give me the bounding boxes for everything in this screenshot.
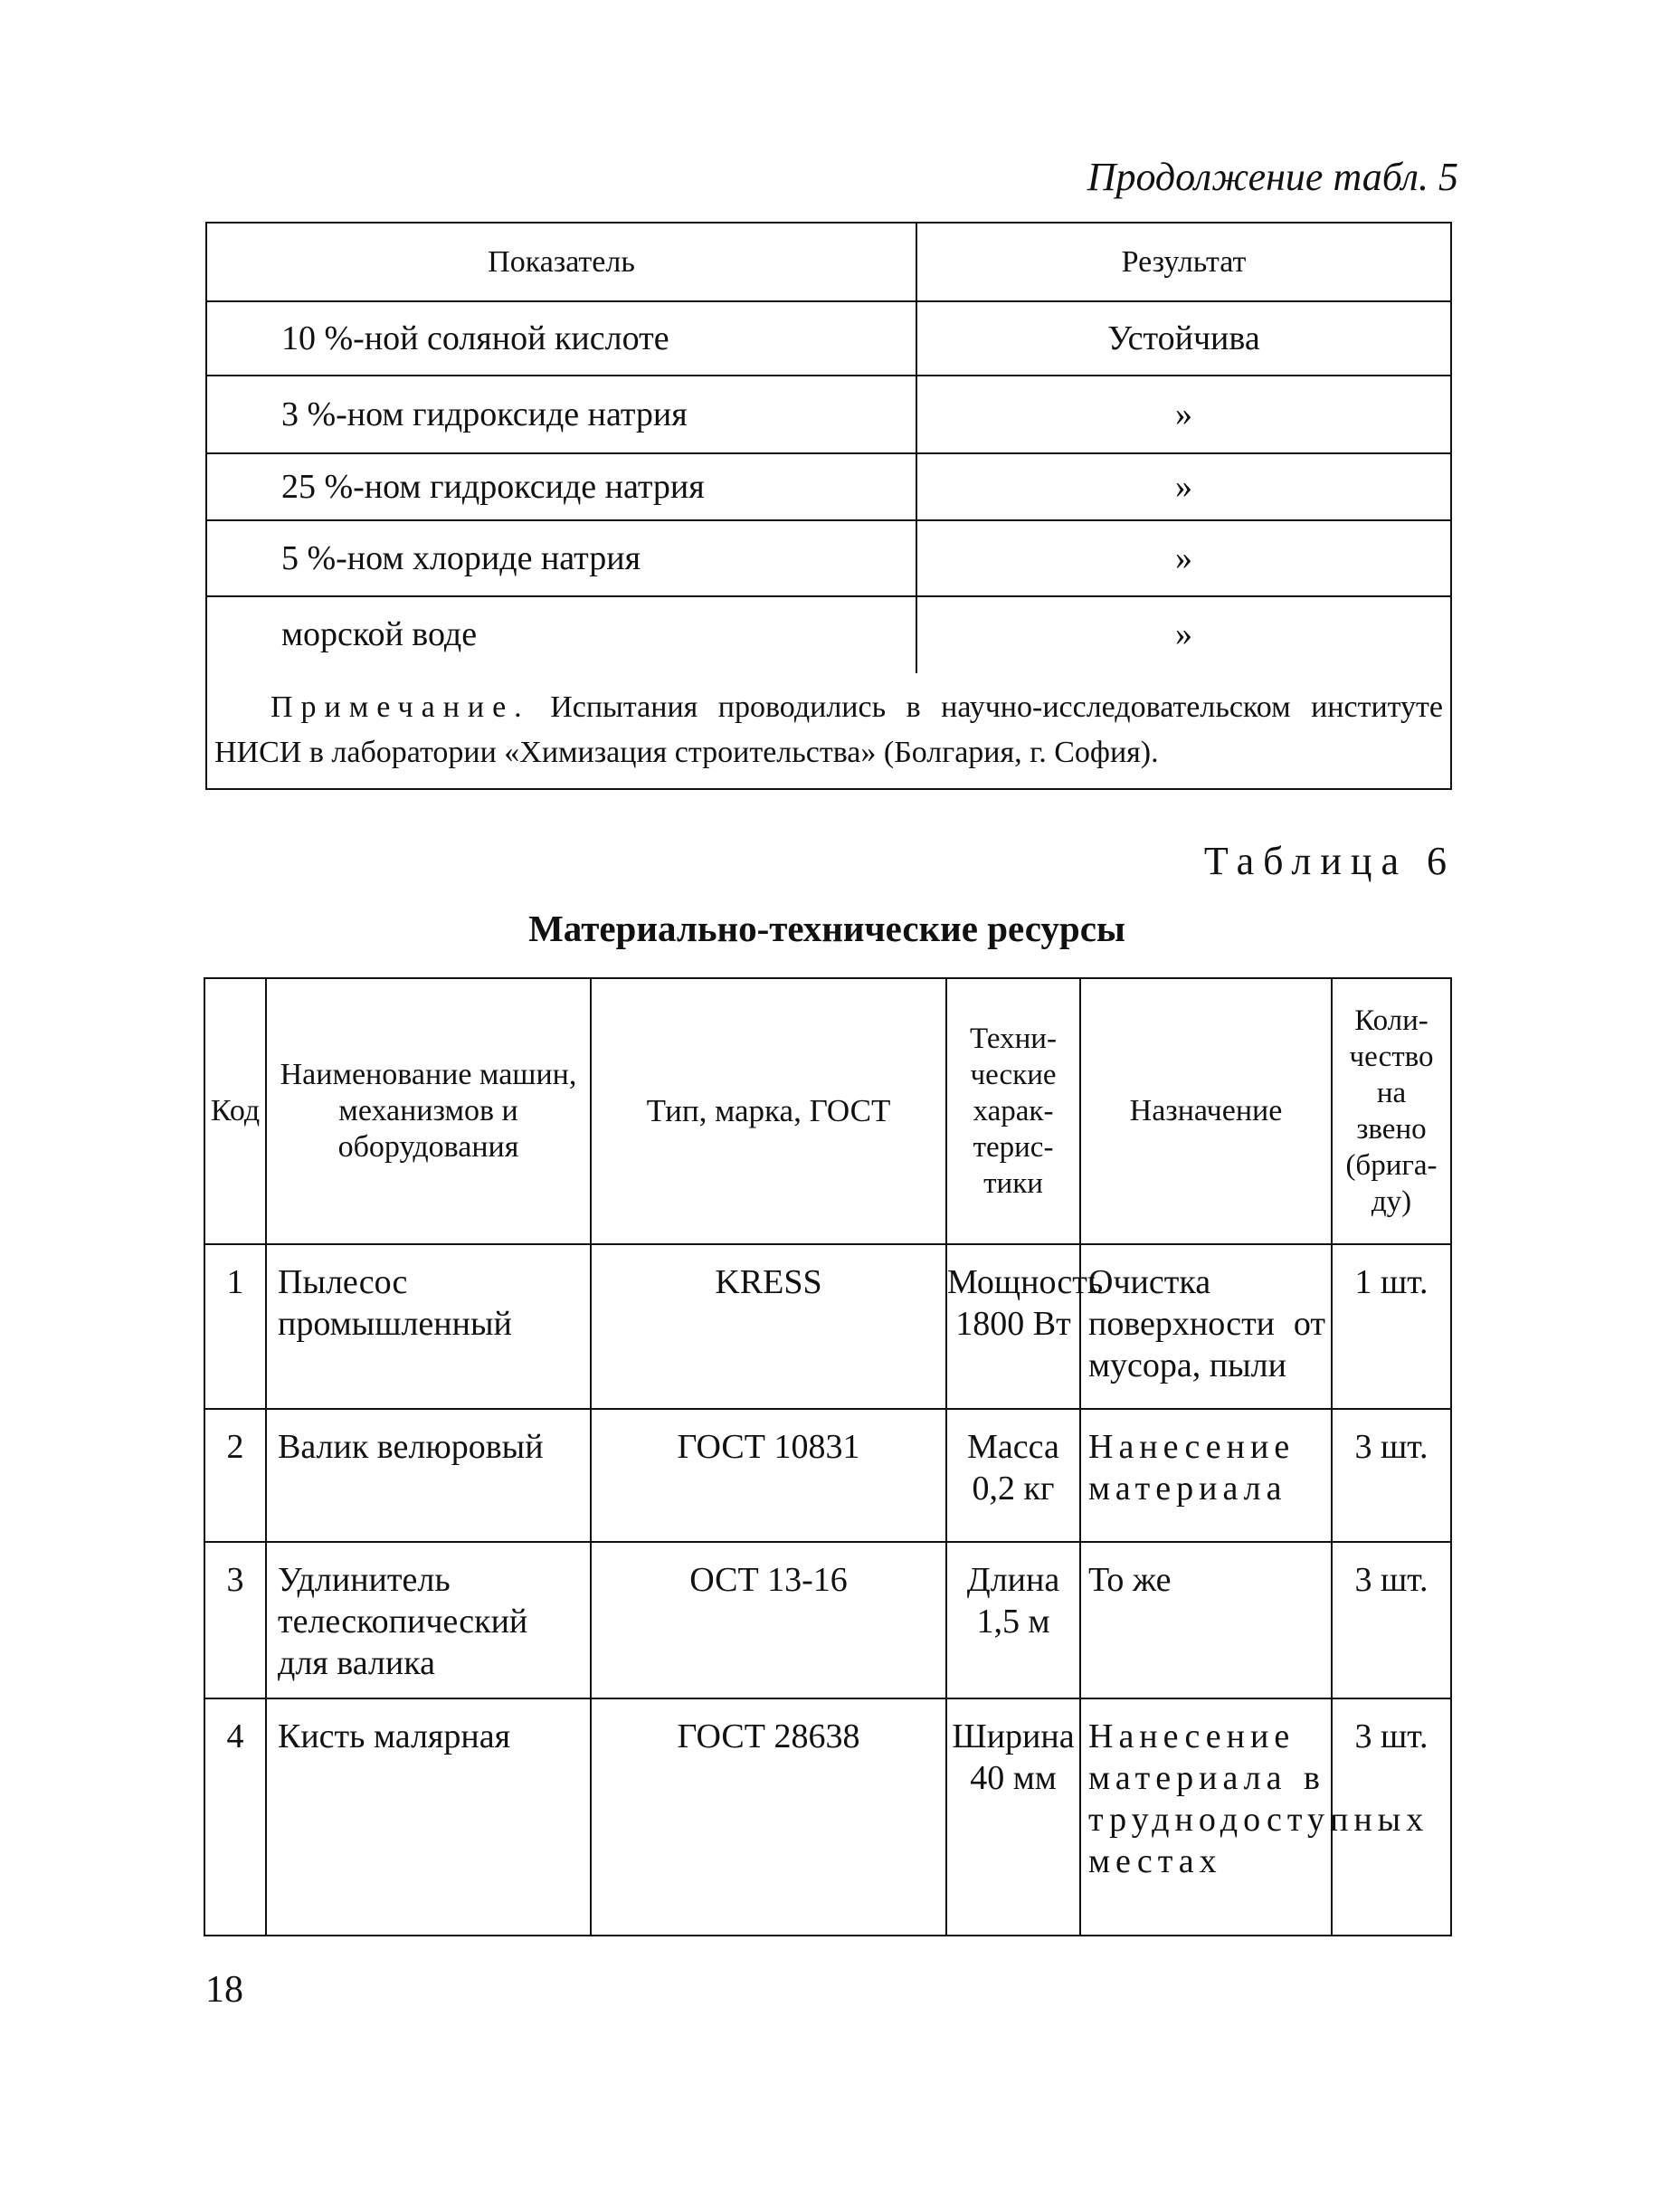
table-row	[207, 597, 1450, 671]
purpose-cell: Нанесение материала	[1088, 1428, 1296, 1508]
specs-cell: Мощность 1800 Вт	[947, 1263, 1104, 1343]
table-row	[207, 521, 1450, 595]
name-cell: Удлинитель телескопический для валика	[278, 1561, 528, 1682]
header-type: Тип, марка, ГОСТ	[646, 1093, 891, 1128]
result-cell: »	[1175, 539, 1192, 577]
table-6-title: Материально-технические ресурсы	[528, 908, 1125, 949]
specs-cell: Масса 0,2 кг	[967, 1428, 1059, 1508]
header-indicator: Показатель	[488, 244, 635, 279]
table-6-label: Таблица 6	[1203, 839, 1456, 883]
header-purpose: Назначение	[1129, 1094, 1283, 1127]
table-header-row	[207, 224, 1450, 300]
code-cell: 3	[226, 1561, 244, 1599]
indicator-cell: 10 %-ной соляной кислоте	[281, 319, 669, 357]
name-cell: Пылесос промышленный	[278, 1263, 512, 1343]
code-cell: 2	[226, 1428, 244, 1466]
table-note	[214, 685, 1443, 775]
table-row	[207, 302, 1450, 375]
result-cell: »	[1175, 395, 1192, 433]
name-cell: Валик велюровый	[278, 1428, 544, 1466]
row-divider	[205, 1243, 1450, 1245]
table-5	[205, 222, 1452, 790]
name-cell: Кисть малярная	[278, 1717, 511, 1755]
quantity-cell: 3 шт.	[1354, 1561, 1428, 1599]
row-divider	[205, 1541, 1450, 1543]
type-cell: ГОСТ 10831	[677, 1428, 860, 1466]
purpose-cell: То же	[1088, 1561, 1172, 1599]
table-continuation-label: Продолжение табл. 5	[1087, 155, 1458, 199]
header-quantity: Коли-чество на звено (брига-ду)	[1345, 1004, 1438, 1218]
result-cell: »	[1175, 615, 1192, 653]
row-divider	[205, 1698, 1450, 1699]
header-specs: Техни-ческие харак-терис-тики	[970, 1023, 1057, 1200]
header-result: Результат	[1121, 244, 1247, 279]
note-label: Примечание.	[271, 690, 530, 724]
result-cell: »	[1175, 468, 1192, 506]
type-cell: KRESS	[715, 1263, 822, 1301]
purpose-cell: Нанесение материала в труднодоступных местах	[1088, 1717, 1429, 1880]
code-cell: 1	[226, 1263, 244, 1301]
table-6	[204, 977, 1452, 1936]
result-cell: Устойчива	[1107, 319, 1260, 357]
indicator-cell: 25 %-ном гидроксиде натрия	[281, 468, 705, 506]
row-divider	[205, 1408, 1450, 1410]
specs-cell: Длина 1,5 м	[966, 1561, 1060, 1641]
header-name: Наименование машин, механизмов и оборудования	[280, 1058, 577, 1164]
table-row	[207, 376, 1450, 452]
quantity-cell: 3 шт.	[1354, 1717, 1428, 1755]
indicator-cell: морской воде	[281, 615, 478, 653]
quantity-cell: 1 шт.	[1354, 1263, 1428, 1301]
code-cell: 4	[226, 1717, 244, 1755]
type-cell: ОСТ 13-16	[689, 1561, 848, 1599]
quantity-cell: 3 шт.	[1354, 1428, 1428, 1466]
indicator-cell: 3 %-ном гидроксиде натрия	[281, 395, 688, 433]
note-text: Испытания проводились в научно-исследовательском институте НИСИ в лаборатории «Химизация строительства» (Болгария, г. София).	[214, 690, 1443, 769]
purpose-cell: Очистка поверхности от мусора, пыли	[1088, 1263, 1325, 1384]
table-row	[207, 454, 1450, 519]
type-cell: ГОСТ 28638	[677, 1717, 860, 1755]
header-code: Код	[210, 1094, 261, 1127]
indicator-cell: 5 %-ном хлориде натрия	[281, 539, 641, 577]
page-number: 18	[205, 1969, 243, 2011]
specs-cell: Ширина 40 мм	[952, 1717, 1075, 1797]
